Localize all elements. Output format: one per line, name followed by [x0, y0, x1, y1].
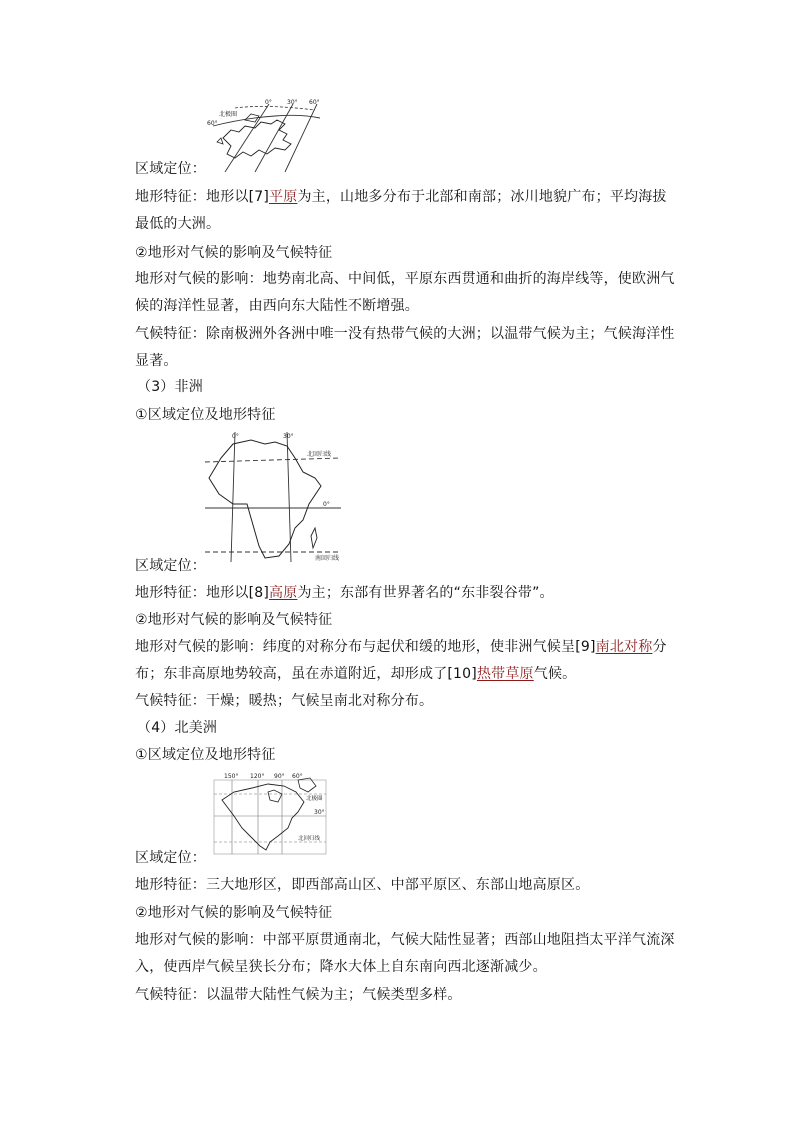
africa-terrain: [135, 580, 675, 607]
na-cancer-label: 北回归线: [298, 836, 321, 842]
europe-heading2: ②地形对气候的影响及气候特征: [135, 245, 333, 261]
africa-equator-label: 0°: [323, 501, 330, 508]
africa-capricorn-label: 南回归线: [315, 555, 340, 562]
europe-terrain: [135, 184, 675, 238]
africa-influence-answer2: 热带草原: [476, 666, 534, 682]
africa-heading2: ②地形对气候的影响及气候特征: [135, 612, 333, 628]
africa-terrain-suffix: 为主；东部有世界著名的“东非裂谷带”。: [297, 585, 554, 601]
africa-influence-mid: 分布；东非高原地势较高，虽在赤道附近，却形成了[10]: [135, 639, 667, 682]
north-america-climate: 气候特征：以温带大陆性气候为主；气候类型多样。: [135, 987, 462, 1003]
africa-location-label: 区域定位：: [135, 558, 206, 574]
europe-lon30-label: 30°: [287, 99, 298, 106]
europe-terrain-suffix: 为主，山地多分布于北部和南部；冰川地貌广布；平均海拔最低的大洲。: [135, 189, 667, 232]
north-america-map-figure: [212, 772, 328, 856]
africa-influence: [135, 634, 675, 688]
na-lon120-label: 120°: [250, 773, 265, 780]
africa-map-figure: [203, 428, 343, 566]
europe-lon60-label: 60°: [309, 99, 320, 106]
africa-influence-answer1: 南北对称: [595, 639, 653, 655]
na-lon150-label: 150°: [224, 773, 239, 780]
europe-location-label: 区域定位：: [135, 161, 206, 177]
europe-lat60-label: 60°: [207, 120, 218, 127]
na-arctic-label: 北极圈: [306, 796, 323, 802]
africa-influence-prefix: 地形对气候的影响：纬度的对称分布与起伏和缓的地形，使非洲气候呈[9]: [135, 639, 596, 655]
na-lat30-label: 30°: [314, 809, 325, 816]
north-america-map: [212, 772, 328, 856]
na-lat60-label: 60°: [292, 773, 303, 780]
europe-terrain-prefix: 地形特征：地形以[7]: [135, 189, 270, 205]
europe-climate: 气候特征：除南极洲外各洲中唯一没有热带气候的大洲；以温带气候为主；气候海洋性显著。: [135, 326, 675, 369]
africa-terrain-prefix: 地形特征：地形以[8]: [135, 585, 270, 601]
africa-cancer-label: 北回归线: [307, 451, 332, 458]
africa-terrain-answer: 高原: [269, 585, 298, 601]
africa-climate: 气候特征：干燥；暖热；气候呈南北对称分布。: [135, 693, 434, 709]
africa-lon0-label: 0°: [232, 433, 239, 440]
africa-lon30-label: 30°: [283, 433, 294, 440]
europe-influence: 地形对气候的影响：地势南北高、中间低，平原东西贯通和曲折的海岸线等，使欧洲气候的海洋性显著，由西向东大陆性不断增强。: [135, 271, 675, 314]
europe-lon0-label: 0°: [265, 99, 272, 106]
north-america-terrain: 地形特征：三大地形区，即西部高山区、中部平原区、东部山地高原区。: [135, 877, 590, 893]
africa-map: [203, 428, 343, 566]
africa-heading1: ①区域定位及地形特征: [135, 407, 276, 423]
africa-influence-suffix: 气候。: [533, 666, 577, 682]
africa-section-title: （3）非洲: [137, 379, 203, 395]
north-america-section-title: （4）北美洲: [137, 720, 218, 736]
north-america-heading2: ②地形对气候的影响及气候特征: [135, 905, 333, 921]
north-america-influence: 地形对气候的影响：中部平原贯通南北，气候大陆性显著；西部山地阻挡太平洋气流深入，使西岸气候呈狭长分布；降水大体上自东南向西北逐渐减少。: [135, 932, 675, 975]
europe-terrain-answer: 平原: [269, 189, 298, 205]
europe-arctic-label: 北极圈: [219, 111, 238, 118]
na-lon90-label: 90°: [274, 773, 285, 780]
north-america-heading1: ①区域定位及地形特征: [135, 747, 276, 763]
north-america-location-label: 区域定位：: [135, 850, 206, 866]
